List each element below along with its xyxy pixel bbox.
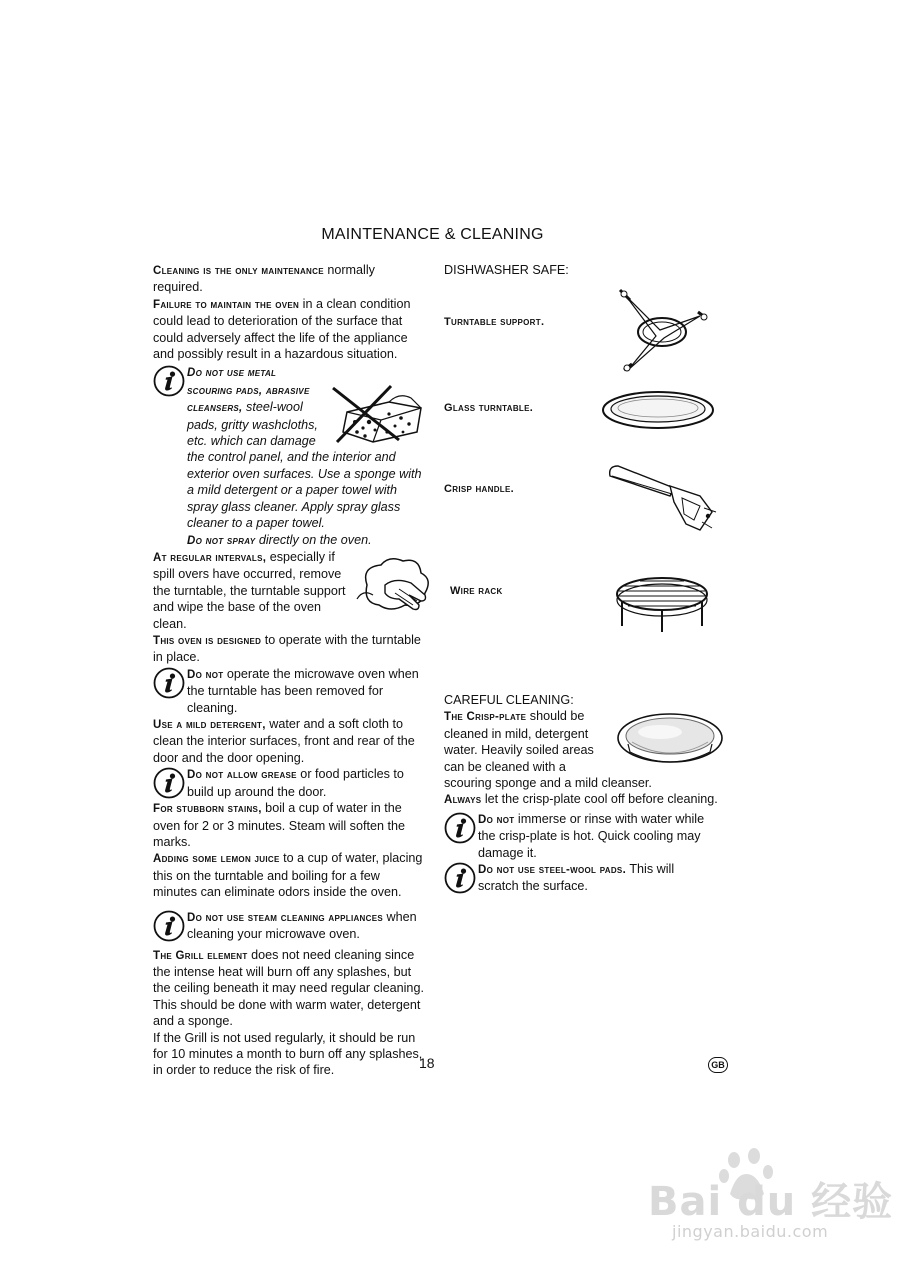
lead-text: Cleaning is the only maintenance: [153, 265, 324, 277]
lead-text: Do not: [478, 813, 515, 826]
body-text: in a clean condition could lead to deterioration of the surface that could adversely affect the life of the appliance and possibly result in a hazardous situation.: [153, 296, 411, 362]
paragraph-stubborn-stains: [153, 800, 425, 850]
paragraph-grill-usage: If the Grill is not used regularly, it should be run for 10 minutes a month to burn off any splashes, in order to reduce the risk of fire.: [153, 1030, 423, 1078]
body-text: when cleaning your microwave oven.: [187, 909, 417, 942]
lead-text: Do not use metal scouring pads,: [187, 367, 277, 397]
item-label-glass-turntable: Glass turntable.: [444, 402, 534, 414]
glass-turntable-icon: [600, 388, 716, 432]
wire-rack-icon: [612, 566, 712, 636]
info-icon: [444, 861, 478, 895]
lead-text: Do not use steel-wool pads.: [478, 864, 627, 877]
info-icon: [153, 364, 187, 398]
page-number: 18: [419, 1055, 435, 1071]
info-icon: [153, 666, 187, 700]
paragraph-crisp-plate: [444, 708, 718, 791]
body-text: immerse or rinse with water while the crisp-plate is hot. Quick cooling may damage it.: [478, 811, 705, 860]
item-label-crisp-handle: Crisp handle.: [444, 483, 514, 495]
body-text: water and a soft cloth to clean the interior surfaces, front and rear of the door and the door opening.: [153, 716, 415, 765]
lead-text: The Grill element: [153, 949, 248, 962]
lead-text: The Crisp-plate: [444, 711, 527, 724]
careful-heading: CAREFUL CLEANING:: [444, 693, 574, 707]
lead-text: This oven is designed: [153, 634, 262, 647]
careful-cleaning-section: [444, 692, 718, 895]
note-text: [187, 666, 425, 716]
info-note-steam: [153, 909, 425, 943]
lead-text-italic: abrasive cleansers,: [187, 384, 310, 415]
lead-text: At regular intervals,: [153, 551, 267, 564]
crisp-handle-icon: [604, 462, 720, 538]
info-note-immerse: [444, 811, 718, 861]
lead-text: Always: [444, 794, 482, 807]
note-text: [478, 811, 718, 861]
info-note-grease: [153, 766, 425, 800]
lead-text: Do not: [187, 668, 224, 681]
item-label-wire-rack: Wire rack: [450, 585, 503, 597]
left-column: [153, 262, 425, 1079]
paragraph-mild-detergent: [153, 716, 425, 766]
body-text: to a cup of water, placing this on the turntable and boiling for a few minutes can eliminate odors inside the oven.: [153, 851, 423, 900]
paragraph-designed: [153, 632, 425, 666]
country-badge: [708, 1057, 728, 1073]
page-title: MAINTENANCE & CLEANING: [321, 226, 544, 243]
body-text: boil a cup of water in the oven for 2 or 3 minutes. Steam will soften the marks.: [153, 801, 405, 849]
info-icon: [153, 766, 187, 800]
body-text: normally required.: [153, 263, 375, 295]
paragraph-maintenance: [153, 262, 425, 296]
body-text: or food particles to build up around the door.: [187, 767, 404, 799]
turntable-support-icon: [606, 286, 718, 376]
paragraph-lemon-juice: [153, 850, 425, 900]
paragraph-failure: [153, 296, 425, 363]
country-badge-text: GB: [711, 1060, 725, 1070]
lead-text: Do not spray: [187, 534, 256, 547]
wiping-hand-icon: [355, 555, 437, 613]
body-text: should be cleaned in mild, detergent water. Heavily soiled areas can be cleaned with a scouring sponge and a mild cleanser.: [444, 709, 652, 791]
item-label-turntable-support: Turntable support.: [444, 316, 545, 328]
paragraph-regular-intervals: [153, 549, 425, 632]
info-note-turntable: [153, 666, 425, 716]
body-text: does not need cleaning since the intense heat will burn off any splashes, but the ceiling beneath it may need regular cleaning. This should be done with warm water, detergent and a sponge.: [153, 947, 424, 1029]
body-text: steel-wool pads, gritty washcloths, etc. which can damage the control panel, and the interior and exterior oven surfaces. Use a sponge with a mild detergent or a paper towel with spray glass cleaner. Apply spray glass cleaner to a paper towel.: [187, 400, 422, 531]
lead-text: Adding some lemon juice: [153, 853, 280, 866]
scouring-pad-crossed-icon: [329, 384, 429, 446]
watermark-brand: Bai du 经验: [648, 1179, 894, 1225]
paragraph-always: [444, 791, 718, 808]
info-note-scouring: [153, 364, 425, 548]
note-text: [187, 909, 425, 943]
lead-text: For stubborn stains,: [153, 803, 262, 816]
info-icon: [444, 811, 478, 845]
note-text: [478, 861, 718, 895]
crisp-plate-icon: [614, 708, 726, 774]
body-text: let the crisp-plate cool off before cleaning.: [481, 792, 718, 807]
note-text: [187, 364, 425, 548]
body-text: directly on the oven.: [255, 532, 372, 547]
body-text: This will scratch the surface.: [478, 862, 675, 894]
info-note-steel-wool: [444, 861, 718, 895]
body-text: operate the microwave oven when the turntable has been removed for cleaning.: [187, 666, 419, 715]
lead-text: Failure to maintain the oven: [153, 298, 300, 311]
info-icon: [153, 909, 187, 943]
note-text: [187, 766, 425, 800]
lead-text: Use a mild detergent,: [153, 718, 266, 731]
dishwasher-heading: DISHWASHER SAFE:: [444, 263, 569, 277]
paragraph-grill-element: [153, 947, 425, 1030]
body-text: to operate with the turntable in place.: [153, 632, 421, 665]
body-text: especially if spill overs have occurred, remove the turntable, the turntable support and wipe the base of the oven clean.: [153, 549, 346, 631]
lead-text: Do not allow grease: [187, 769, 297, 782]
lead-text: Do not use steam cleaning appliances: [187, 911, 383, 924]
watermark-url: jingyan.baidu.com: [672, 1222, 829, 1241]
